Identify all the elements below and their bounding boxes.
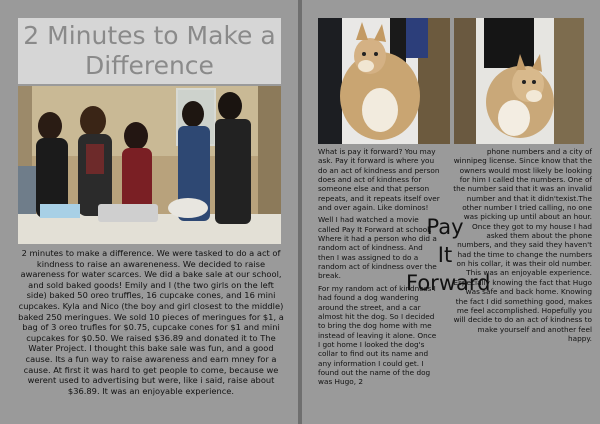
movie-paragraph: Well I had watched a movie called Pay It Forward at school. Where it had a person who did a random act of kindness. And then I was assigned to do a random act of kindness over the break.	[318, 215, 437, 281]
title-line-it: It	[437, 243, 453, 267]
pay-it-forward-column-right	[452, 147, 592, 343]
left-body-text: 2 minutes to make a difference. We were tasked to do a act of kindness to raise an awareneness. We decided to raise awareness for water scarces. We did a bake sale at our school, and sold baked goods! Emily and I (the two girls on the left side) baked 50 oreo truffles, 16 cupcake cones, and 16 mini cupcakes. Kyla and Nico (the boy and girl closest to the middle) baked 250 meringues. We sold 10 pieces of meringues for $1, a bag of 3 oreo trufles for $0.75, cupcake cones for $1 and mini cupcakes for $0.50. We raised $36.89 and donated it to The Water Project. I thought this bake sale was fun, and a good cause. Its a fun way to raise awareness and earn mney for a cause. At first it was hard to get people to come, because we werent used to advertising but were, like i said, raise about $36.89. It was an enjoyable experience.	[18, 248, 284, 396]
title-line-forward: Forward	[406, 271, 491, 295]
right-page	[302, 0, 600, 424]
left-title-box	[18, 18, 281, 84]
dog-photo-right	[454, 18, 584, 144]
continued-paragraph: phone numbers and a city of winnipeg license. Since know that the owners would most likely be looking for him I called the numbers. One of the number said that it was an invalid number and that it didn'texist.The other number I tried calling, no one was picking up until about an hour. Once they got to my house I had asked them about the phone numbers, and they said they haven't had the time to change the numbers on his collar, it was their old number. This was an enjoyable experience. Especially knowing the fact that Hugo was safe and back home. Knowing the fact I did something good, makes me feel accomplished. Hopefully you will decide to do an act of kindness to make yourself and another feel happy.	[453, 147, 592, 343]
intro-paragraph: What is pay it forward? You may ask. Pay it forward is where you do an act of kindness and person does and act of kindness for someone else and that person repeats, and it repeats itself over and over again. Like dominos!	[318, 147, 440, 213]
left-page-title: 2 Minutes to Make a Difference	[23, 21, 276, 80]
left-page	[0, 0, 298, 424]
bake-sale-photo	[18, 86, 281, 244]
dog-photo-left	[318, 18, 450, 144]
title-line-pay: Pay	[426, 215, 464, 239]
dog-paragraph: For my random act of kindness I had found a dog wandering around the street, and a car almost hit the dog. So I decided to bring the dog home with me instead of leaving it alone. Once I got home I looked the dog's collar to find out its name and any information I could get. I found out the name of the dog was Hugo, 2	[318, 283, 437, 387]
